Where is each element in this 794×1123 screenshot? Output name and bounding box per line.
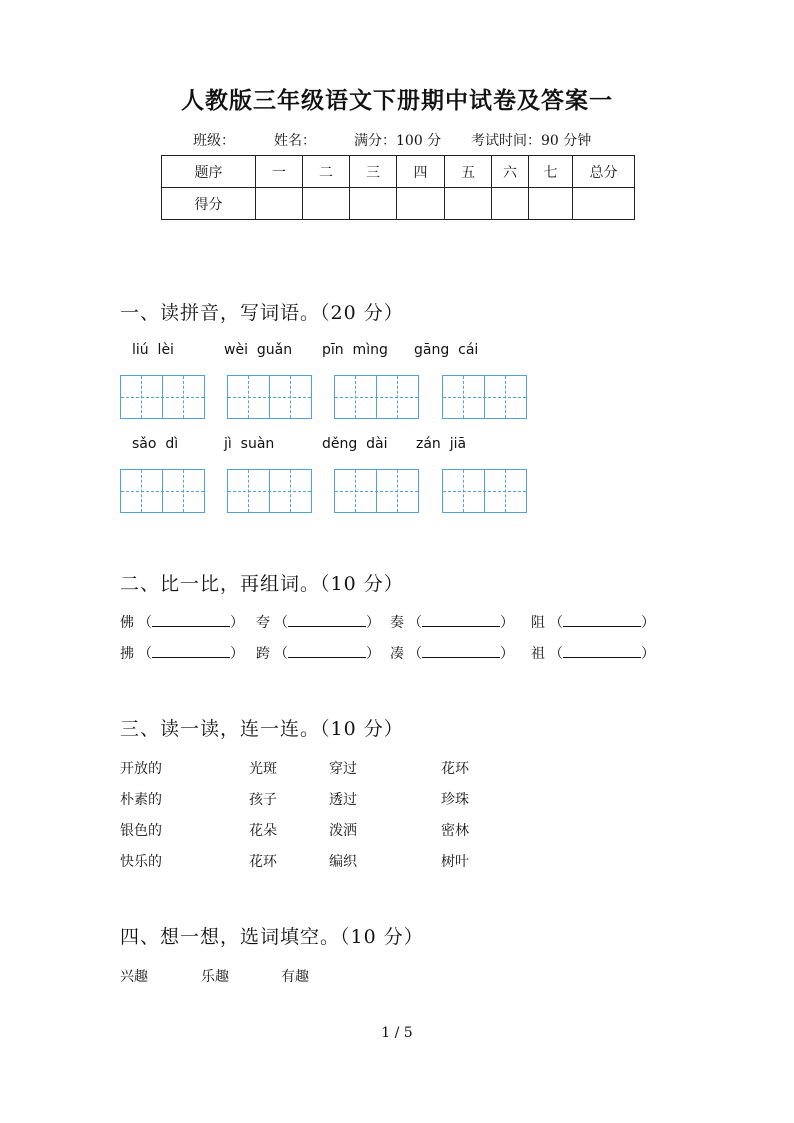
score-cell[interactable] <box>529 188 573 220</box>
score-header-cell: 题序 <box>162 156 256 188</box>
match-word[interactable]: 透过 <box>329 792 357 808</box>
score-cell[interactable] <box>573 188 635 220</box>
score-table-header-row <box>162 156 635 188</box>
match-word[interactable]: 银色的 <box>120 823 162 839</box>
match-word[interactable]: 光斑 <box>249 761 277 777</box>
character: 佛 <box>120 615 134 631</box>
score-table-score-row <box>162 188 635 220</box>
character: 阻 <box>531 615 545 631</box>
exam-time-label: 考试时间：90 分钟 <box>471 133 592 149</box>
pinyin-label: pīn mìng <box>322 342 388 358</box>
writing-grid[interactable] <box>227 469 312 513</box>
character: 祖 <box>531 646 545 662</box>
section-1-title: 一、读拼音，写词语。（20 分） <box>120 302 404 324</box>
match-word[interactable]: 泼洒 <box>329 823 357 839</box>
match-word[interactable]: 朴素的 <box>120 792 162 808</box>
score-table <box>161 155 635 220</box>
score-cell[interactable] <box>445 188 492 220</box>
score-header-cell: 五 <box>445 156 492 188</box>
score-header-cell: 二 <box>303 156 350 188</box>
writing-grid[interactable] <box>120 469 205 513</box>
pinyin-label: jì suàn <box>224 436 275 452</box>
name-label: 姓名： <box>274 133 316 149</box>
match-word[interactable]: 快乐的 <box>120 854 162 870</box>
score-cell[interactable] <box>350 188 397 220</box>
class-label: 班级： <box>193 133 235 149</box>
writing-grid[interactable] <box>442 375 527 419</box>
score-header-cell: 总分 <box>573 156 635 188</box>
writing-grid[interactable] <box>442 469 527 513</box>
compare-item[interactable]: 拂 （ ） <box>120 643 244 663</box>
score-cell[interactable] <box>397 188 445 220</box>
score-cell[interactable] <box>303 188 350 220</box>
character: 拂 <box>120 646 134 662</box>
score-row-label: 得分 <box>162 188 256 220</box>
match-word[interactable]: 花朵 <box>249 823 277 839</box>
character: 凑 <box>390 646 404 662</box>
score-header-cell: 七 <box>529 156 573 188</box>
page-number: 1 / 5 <box>381 1025 413 1041</box>
full-score-label: 满分：100 分 <box>354 133 442 149</box>
pinyin-label: sǎo dì <box>132 436 179 452</box>
pinyin-label: wèi guǎn <box>224 342 293 358</box>
character: 跨 <box>256 646 270 662</box>
pinyin-label: děng dài <box>322 436 388 452</box>
compare-item[interactable]: 佛 （ ） <box>120 612 244 632</box>
match-word[interactable]: 开放的 <box>120 761 162 777</box>
compare-item[interactable]: 夸 （ ） <box>256 612 380 632</box>
match-word[interactable]: 花环 <box>441 761 469 777</box>
pinyin-label: zán jiā <box>416 436 467 452</box>
score-header-cell: 六 <box>492 156 529 188</box>
match-word[interactable]: 花环 <box>249 854 277 870</box>
match-word[interactable]: 密林 <box>441 823 469 839</box>
match-word[interactable]: 编织 <box>329 854 357 870</box>
score-cell[interactable] <box>256 188 303 220</box>
writing-grid[interactable] <box>334 469 419 513</box>
writing-grid[interactable] <box>227 375 312 419</box>
compare-item[interactable]: 凑 （ ） <box>390 643 514 663</box>
option-word: 乐趣 <box>201 969 229 985</box>
match-word[interactable]: 树叶 <box>441 854 469 870</box>
option-word: 兴趣 <box>120 969 148 985</box>
section-2-title: 二、比一比，再组词。（10 分） <box>120 573 404 595</box>
score-header-cell: 四 <box>397 156 445 188</box>
compare-item[interactable]: 奏 （ ） <box>390 612 514 632</box>
compare-item[interactable]: 祖 （ ） <box>531 643 655 663</box>
score-header-cell: 三 <box>350 156 397 188</box>
score-header-cell: 一 <box>256 156 303 188</box>
pinyin-label: liú lèi <box>132 342 174 358</box>
page-title: 人教版三年级语文下册期中试卷及答案一 <box>181 87 613 114</box>
section-4-title: 四、想一想，选词填空。（10 分） <box>120 926 424 948</box>
match-word[interactable]: 穿过 <box>329 761 357 777</box>
match-word[interactable]: 孩子 <box>249 792 277 808</box>
pinyin-label: gāng cái <box>414 342 479 358</box>
character: 奏 <box>390 615 404 631</box>
character: 夸 <box>256 615 270 631</box>
option-word: 有趣 <box>281 969 309 985</box>
match-word[interactable]: 珍珠 <box>441 792 469 808</box>
writing-grid[interactable] <box>120 375 205 419</box>
compare-item[interactable]: 跨 （ ） <box>256 643 380 663</box>
writing-grid[interactable] <box>334 375 419 419</box>
score-cell[interactable] <box>492 188 529 220</box>
section-3-title: 三、读一读，连一连。（10 分） <box>120 718 404 740</box>
compare-item[interactable]: 阻 （ ） <box>531 612 655 632</box>
